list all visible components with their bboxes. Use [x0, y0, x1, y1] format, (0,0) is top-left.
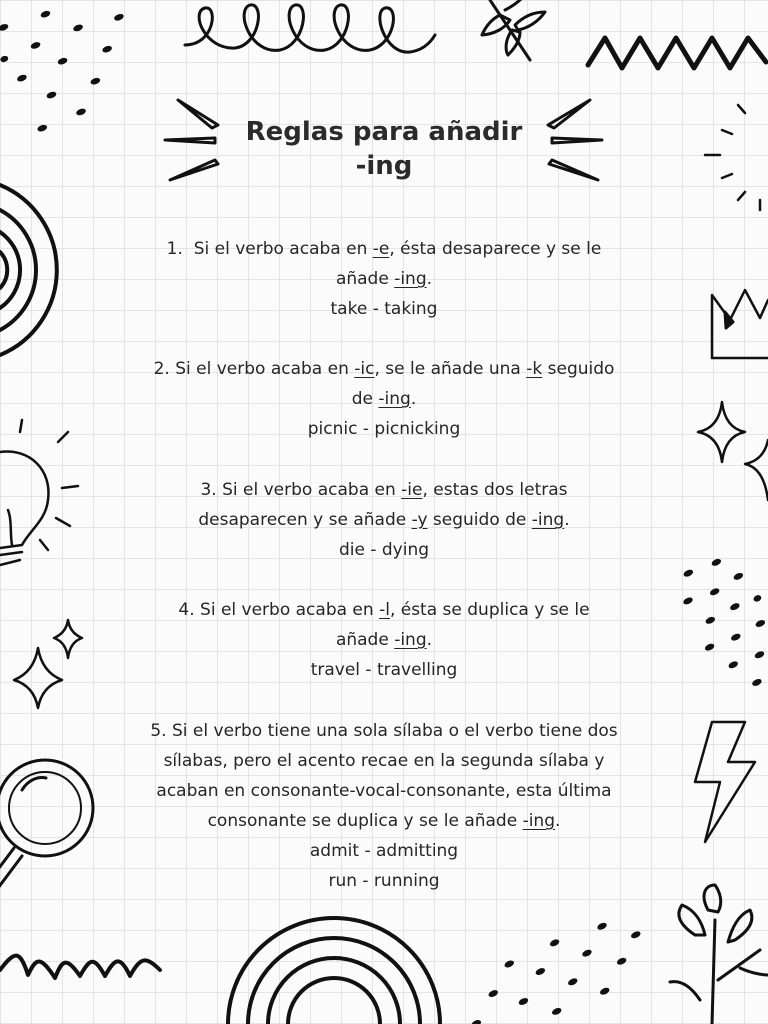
rule-4-line-1: 4. Si el verbo acaba en -l, ésta se duplica y se le [178, 600, 590, 620]
rule-1-example: take - taking [330, 299, 438, 319]
wave-doodle [0, 956, 160, 978]
lightbulb-doodle [0, 420, 78, 565]
sparkle-icon [745, 440, 768, 500]
rule-4-example: travel - travelling [310, 660, 458, 680]
rule-number: 3. [200, 480, 217, 500]
suffix-underlined: -ing [394, 630, 427, 650]
suffix-underlined: -ing [378, 389, 411, 409]
suffix-underlined: -ing [522, 811, 556, 831]
suffix-underlined: -ic [354, 359, 375, 379]
rule-5-example-1: admit - admitting [309, 841, 459, 861]
magnifier-doodle [0, 760, 93, 888]
zigzag-doodle [588, 38, 766, 68]
rule-1 [90, 234, 678, 324]
concentric-arcs-doodle [0, 185, 57, 355]
loops-doodle [185, 5, 435, 52]
rule-3 [90, 475, 678, 565]
title-line-1: Reglas para añadir [245, 117, 523, 147]
rule-3-example: die - dying [338, 540, 430, 560]
rule-2-line-1: 2. Si el verbo acaba en -ic, se le añade una -k seguido [153, 359, 615, 379]
suffix-underlined: -y [411, 510, 428, 530]
rule-2-example: picnic - picnicking [307, 419, 461, 439]
sparkle-icon [698, 402, 745, 462]
suffix-underlined: -k [526, 359, 543, 379]
leaf-branch-doodle [482, 0, 545, 60]
rule-2 [90, 354, 678, 444]
rainbow-doodle [228, 918, 440, 1024]
sparkle-icon [54, 620, 82, 658]
rule-number: 4. [178, 600, 195, 620]
rule-5-line-2: sílabas, pero el acento recae en la segunda sílaba y [163, 751, 605, 771]
rule-3-line-2: desaparecen y se añade -y seguido de -ing. [198, 510, 570, 530]
rule-5-line-1: 5. Si el verbo tiene una sola sílaba o el verbo tiene dos [150, 721, 618, 741]
rule-5-example-2: run - running [328, 871, 440, 891]
rule-number: 5. [150, 721, 167, 741]
crown-doodle [712, 290, 768, 358]
rule-3-line-1: 3. Si el verbo acaba en -ie, estas dos letras [200, 480, 568, 500]
suffix-underlined: -ie [401, 480, 423, 500]
rule-5-line-4: consonante se duplica y se le añade -ing. [207, 811, 561, 831]
title-line-2: -ing [355, 151, 413, 181]
rule-number: 2. [153, 359, 170, 379]
rule-number: 1. [166, 239, 183, 259]
lightning-doodle [695, 722, 755, 842]
suffix-underlined: -ing [394, 269, 427, 289]
suffix-underlined: -e [372, 239, 390, 259]
rule-5-line-3: acaban en consonante-vocal-consonante, esta última [156, 781, 612, 801]
rule-1-line-2: añade -ing. [335, 269, 433, 289]
rule-4 [90, 595, 678, 685]
plant-doodle [670, 885, 768, 1024]
page-title [0, 115, 768, 183]
suffix-underlined: -ing [531, 510, 565, 530]
rule-1-line-1: 1. Si el verbo acaba en -e, ésta desaparece y se le [166, 239, 602, 259]
rule-5 [90, 716, 678, 896]
rule-2-line-2: de -ing. [351, 389, 417, 409]
suffix-underlined: -l [379, 600, 390, 620]
rule-4-line-2: añade -ing. [335, 630, 433, 650]
sparkle-icon [14, 648, 62, 708]
